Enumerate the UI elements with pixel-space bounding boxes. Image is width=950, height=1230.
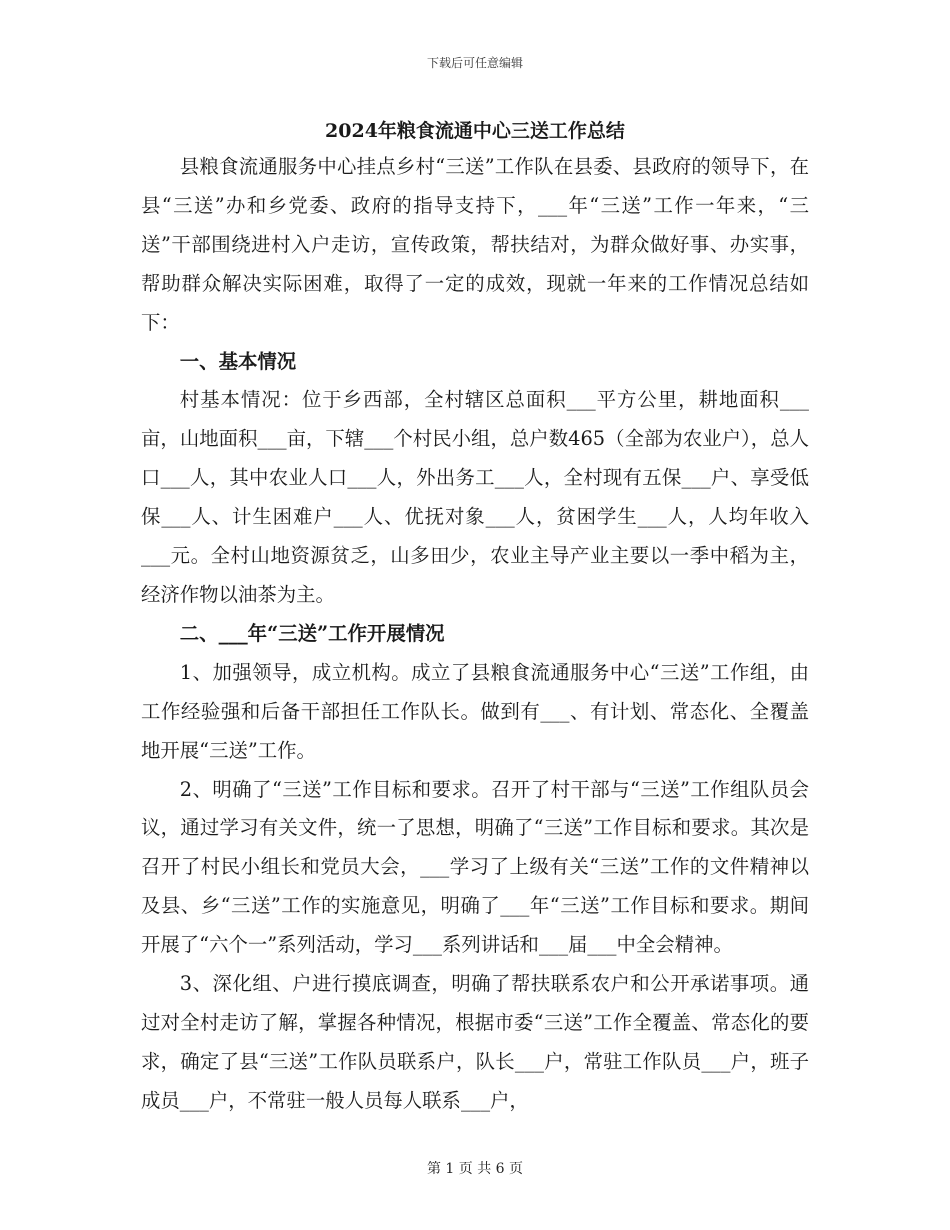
work-item-2: 2、明确了“三送”工作目标和要求。召开了村干部与“三送”工作组队员会议，通过学习有关文件，统一了思想，明确了“三送”工作目标和要求。其次是召开了村民小组长和党员大会，___学习了上级有关“三送”工作的文件精神以及县、乡“三送”工作的实施意见，明确了___年“三送”工作目标和要求。期间开展了“六个一”系列活动，学习___系列讲话和___届___中全会精神。 — [141, 777, 809, 957]
intro-paragraph: 县粮食流通服务中心挂点乡村“三送”工作队在县委、县政府的领导下，在县“三送”办和乡党委、政府的指导支持下，___年“三送”工作一年来，“三送”干部围绕进村入户走访，宣传政策，帮扶结对，为群众做好事、办实事，帮助群众解决实际困难，取得了一定的成效，现就一年来的工作情况总结如下： — [141, 155, 809, 334]
header-note: 下载后可任意编辑 — [426, 56, 523, 70]
document-body — [141, 148, 809, 1121]
section-heading-basic: 一、基本情况 — [179, 349, 297, 373]
work-item-3: 3、深化组、户进行摸底调查，明确了帮扶联系农户和公开承诺事项。通过对全村走访了解，掌握各种情况，根据市委“三送”工作全覆盖、常态化的要求，确定了县“三送”工作队员联系户，队长___户，常驻工作队员___户，班子成员___户，不常驻一般人员每人联系___户， — [141, 972, 809, 1112]
page-number: 第 1 页 共 6 页 — [426, 1161, 524, 1177]
basic-info-paragraph: 村基本情况：位于乡西部，全村辖区总面积___平方公里，耕地面积___亩，山地面积___亩，下辖___个村民小组，总户数465（全部为农业户），总人口___人，其中农业人口___人，外出务工___人，全村现有五保___户、享受低保___人、计生困难户___人、优抚对象___人，贫困学生___人，人均年收入___元。全村山地资源贫乏，山多田少，农业主导产业主要以一季中稻为主，经济作物以油茶为主。 — [141, 388, 809, 606]
document-title: 2024年粮食流通中心三送工作总结 — [325, 120, 625, 142]
section-heading-work: 二、___年“三送”工作开展情况 — [179, 621, 445, 645]
work-item-1: 1、加强领导，成立机构。成立了县粮食流通服务中心“三送”工作组，由工作经验强和后备干部担任工作队长。做到有___、有计划、常态化、全覆盖地开展“三送”工作。 — [141, 660, 809, 762]
